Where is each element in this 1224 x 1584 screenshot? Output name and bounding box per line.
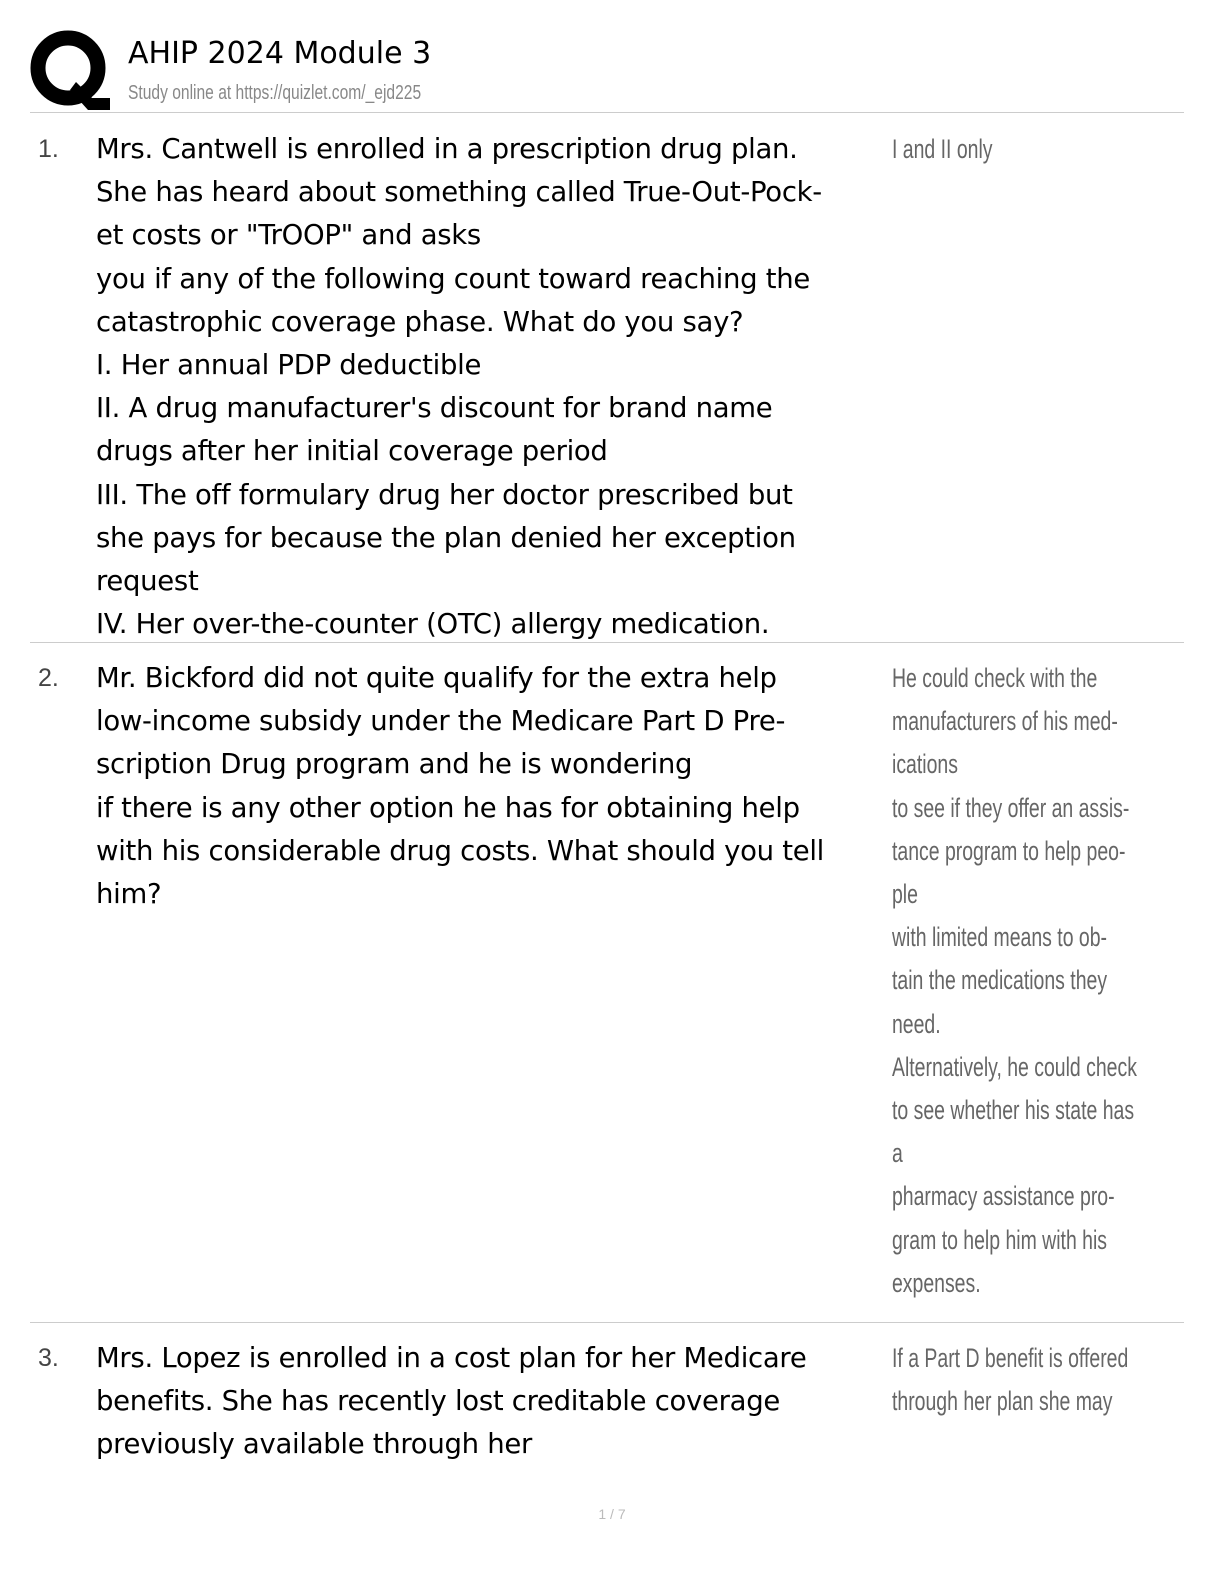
answer-line: ple [892,879,918,910]
card-answer [892,1337,1184,1467]
question-line: Mrs. Cantwell is enrolled in a prescription drug plan. [96,133,798,165]
question-line: benefits. She has recently lost creditable coverage [96,1385,780,1418]
question-line: request [96,565,199,598]
flashcard [30,128,1184,642]
study-online-link[interactable]: Study online at https://quizlet.com/_ejd225 [128,82,422,104]
card-question [96,657,892,1302]
question-line: Mr. Bickford did not quite qualify for the extra help [96,662,777,694]
card-number: 2. [38,664,59,692]
question-line: She has heard about something called True-Out-Pock- [96,176,822,209]
question-line: with his considerable drug costs. What should you tell [96,834,825,867]
answer-line: ications [892,749,958,780]
answer-line: need. [892,1008,941,1039]
answer-line: a [892,1138,903,1169]
page-number: 1 / 7 [598,1506,626,1522]
answer-line: pharmacy assistance pro- [892,1181,1115,1212]
card-answer [892,128,1184,622]
question-line: scription Drug program and he is wondering [96,748,693,781]
answer-line: expenses. [892,1267,981,1298]
question-line: drugs after her initial coverage period [96,435,608,468]
answer-line: I and II only [892,134,993,164]
answer-line: to see whether his state has [892,1095,1135,1126]
answer-line: through her plan she may [892,1386,1113,1417]
question-line: I. Her annual PDP deductible [96,349,482,382]
card-question [96,1337,892,1467]
question-line: him? [96,878,162,911]
question-line: III. The off formulary drug her doctor prescribed but [96,478,793,511]
answer-line: Alternatively, he could check [892,1051,1137,1082]
question-line: IV. Her over-the-counter (OTC) allergy medication. [96,608,770,641]
question-line: Mrs. Lopez is enrolled in a cost plan for her Medicare [96,1342,807,1374]
document-title: AHIP 2024 Module 3 [128,36,432,71]
question-line: previously available through her [96,1428,532,1461]
quizlet-q-logo-icon [30,30,110,110]
answer-line: manufacturers of his med- [892,706,1118,737]
flashcard [30,1322,1184,1487]
header-divider [30,112,1184,113]
question-line: catastrophic coverage phase. What do you say? [96,305,744,338]
answer-line: tain the medications they [892,965,1108,996]
question-line: et costs or "TrOOP" and asks [96,219,481,252]
card-answer [892,657,1184,1302]
answer-line: He could check with the [892,663,1098,693]
page-header [30,30,1184,114]
question-line: she pays for because the plan denied her exception [96,521,796,554]
flashcard-list [30,128,1184,1487]
card-number: 3. [38,1344,59,1372]
question-line: II. A drug manufacturer's discount for brand name [96,392,773,425]
question-line: if there is any other option he has for obtaining help [96,791,800,824]
answer-line: tance program to help peo- [892,835,1126,866]
answer-line: with limited means to ob- [892,922,1108,953]
card-question [96,128,892,641]
card-number: 1. [38,135,59,163]
question-line: you if any of the following count toward reaching the [96,262,810,295]
flashcard [30,642,1184,1322]
answer-line: gram to help him with his [892,1224,1108,1255]
answer-line: to see if they offer an assis- [892,792,1130,823]
answer-line: If a Part D benefit is offered [892,1343,1129,1373]
question-line: low-income subsidy under the Medicare Part D Pre- [96,705,786,738]
